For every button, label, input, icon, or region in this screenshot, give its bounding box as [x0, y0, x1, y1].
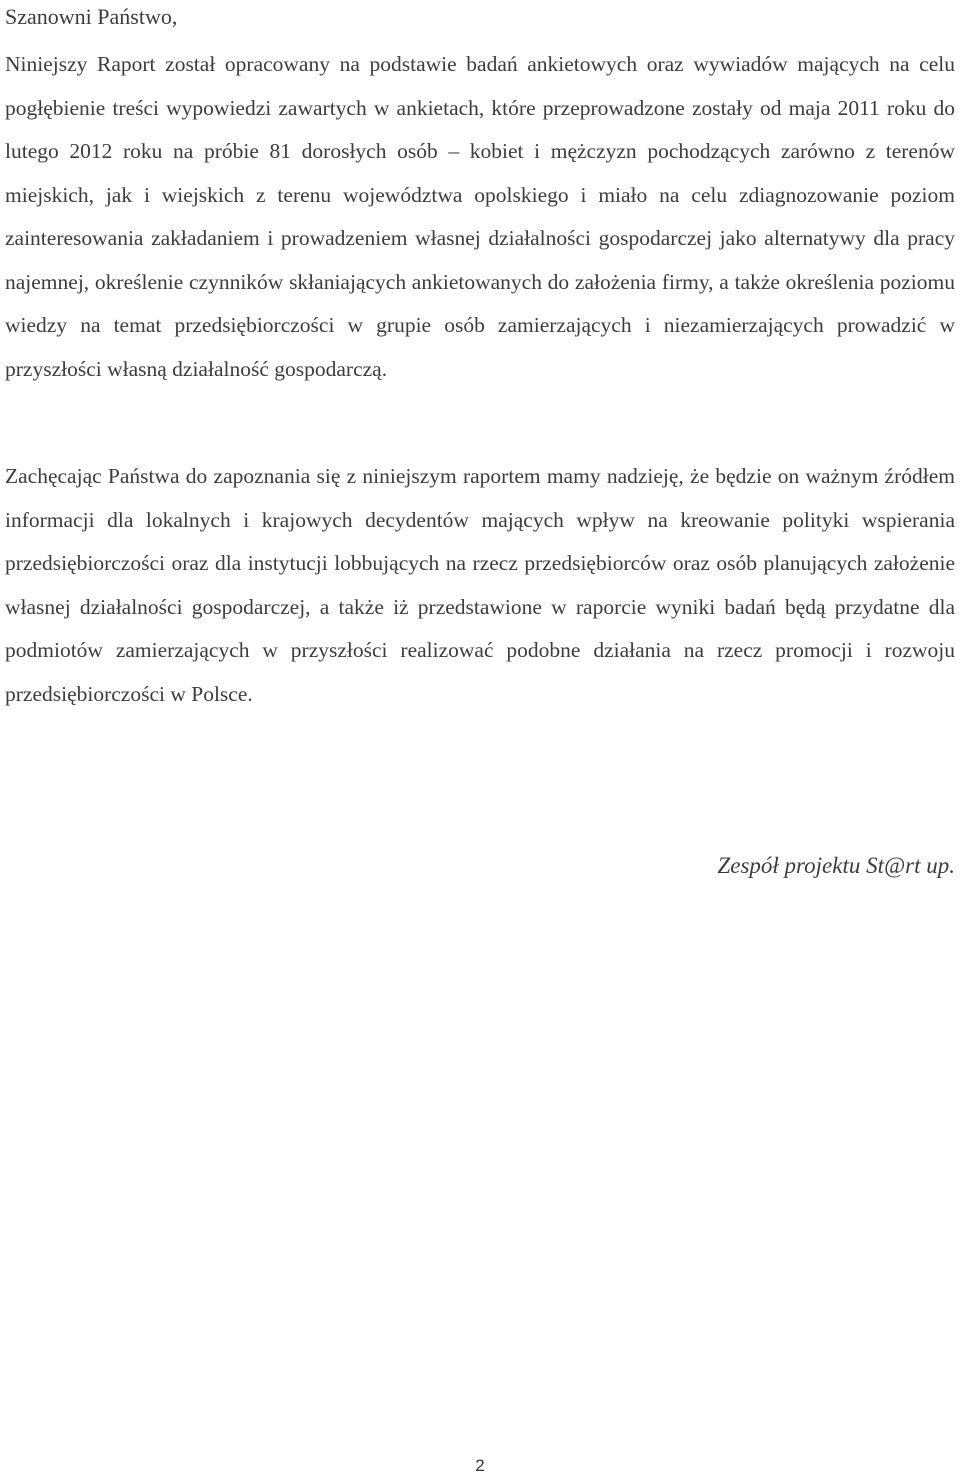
signature: Zespół projektu St@rt up.	[717, 853, 955, 878]
paragraph-intro: Niniejszy Raport został opracowany na podstawie badań ankietowych oraz wywiadów mających na celu pogłębienie treści wypowiedzi zawartych w ankietach, które przeprowadzone zostały od maja 2011 roku do lutego 2012 roku na próbie 81 dorosłych osób – kobiet i mężczyzn pochodzących zarówno z terenów miejskich, jak i wiejskich z terenu województwa opolskiego i miało na celu zdiagnozowanie poziom zainteresowania zakładaniem i prowadzeniem własnej działalności gospodarczej jako alternatywy dla pracy najemnej, określenie czynników skłaniających ankietowanych do założenia firmy, a także określenia poziomu wiedzy na temat przedsiębiorczości w grupie osób zamierzających i niezamierzających prowadzić w przyszłości własną działalność gospodarczą.	[5, 52, 955, 381]
salutation: Szanowni Państwo,	[5, 4, 178, 29]
paragraph-encouragement: Zachęcając Państwa do zapoznania się z niniejszym raportem mamy nadzieję, że będzie on ważnym źródłem informacji dla lokalnych i krajowych decydentów mających wpływ na kreowanie polityki wspierania przedsiębiorczości oraz dla instytucji lobbujących na rzecz przedsiębiorców oraz osób planujących założenie własnej działalności gospodarczej, a także iż przedstawione w raporcie wyniki badań będą przydatne dla podmiotów zamierzających w przyszłości realizować podobne działania na rzecz promocji i rozwoju przedsiębiorczości w Polsce.	[5, 464, 955, 706]
page-number: 2	[475, 1456, 485, 1475]
